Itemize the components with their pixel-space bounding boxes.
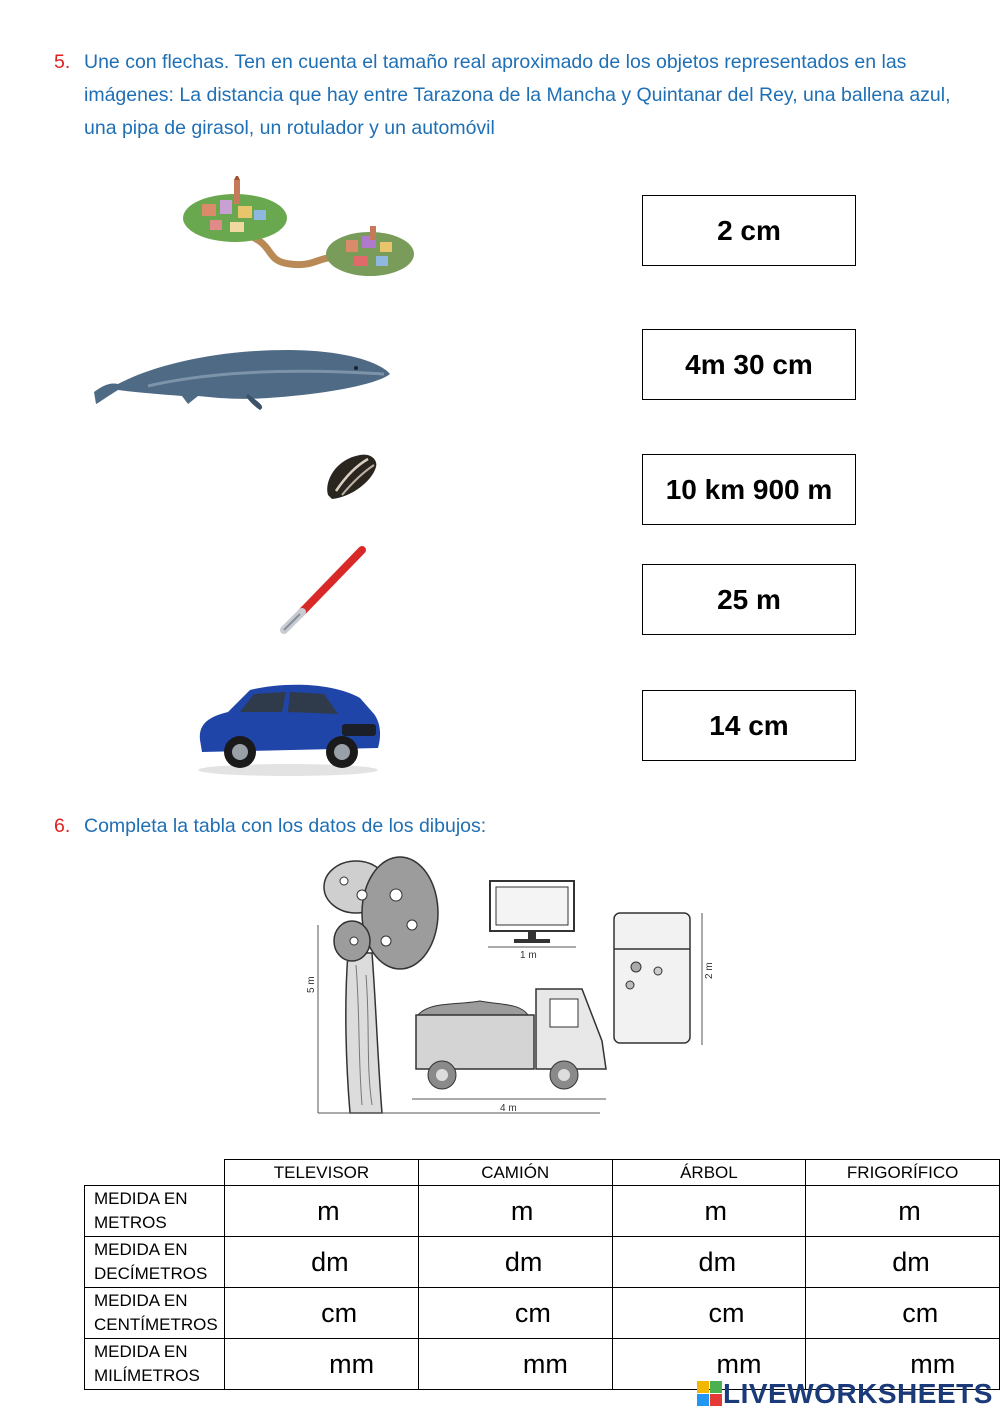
unit-label: cm (708, 1297, 745, 1328)
tree-height-label: 5 m (306, 976, 317, 993)
unit-label: m (510, 1195, 534, 1226)
unit-label: dm (698, 1246, 737, 1277)
row-label-line2: METROS (94, 1213, 167, 1232)
tv-drawing (490, 881, 574, 943)
table-row (85, 1288, 1000, 1339)
row-label-decimetros (85, 1237, 225, 1288)
answer-box-3[interactable] (642, 454, 856, 525)
exercise-5-number: 5. (54, 51, 71, 73)
unit-label: mm (716, 1348, 762, 1379)
table-row (85, 1237, 1000, 1288)
header-frigorifico: FRIGORÍFICO (806, 1160, 1000, 1186)
liveworksheets-logo (697, 1378, 993, 1410)
header-televisor: TELEVISOR (225, 1160, 419, 1186)
blue-whale-image (88, 342, 398, 414)
cell-arbol-m[interactable] (612, 1186, 806, 1237)
measurement-table (84, 1159, 1000, 1390)
table-row (85, 1186, 1000, 1237)
row-label-line2: DECÍMETROS (94, 1264, 208, 1283)
row-label-line1: MEDIDA EN (94, 1291, 188, 1310)
table-corner (85, 1160, 225, 1186)
marker-image (276, 542, 372, 638)
row-label-line1: MEDIDA EN (94, 1342, 188, 1361)
row-label-line2: MILÍMETROS (94, 1366, 200, 1385)
answer-box-2-label: 4m 30 cm (685, 348, 813, 380)
unit-label: cm (321, 1297, 358, 1328)
unit-label: m (317, 1195, 340, 1226)
unit-label: cm (514, 1297, 551, 1328)
row-label-line2: CENTÍMETROS (94, 1315, 218, 1334)
answer-box-4-label: 25 m (717, 583, 781, 615)
exercise-6-number: 6. (54, 815, 71, 837)
answer-box-3-label: 10 km 900 m (665, 473, 833, 505)
liveworksheets-logo-text: LIVEWORKSHEETS (723, 1378, 993, 1409)
answer-box-1-label: 2 cm (717, 214, 781, 246)
tv-width-label: 1 m (520, 950, 537, 961)
answer-box-5[interactable] (642, 690, 856, 761)
truck-length-label: 4 m (500, 1103, 517, 1114)
exercise-6-text: Completa la tabla con los datos de los dibujos: (84, 815, 487, 837)
exercise-5-instruction (54, 46, 954, 145)
row-label-metros (85, 1186, 225, 1237)
answer-box-1[interactable] (642, 195, 856, 266)
fridge-height-label: 2 m (704, 962, 715, 979)
cell-televisor-mm[interactable] (225, 1339, 419, 1390)
truck-drawing (416, 989, 606, 1089)
sunflower-seed-image (322, 451, 380, 503)
car-image (192, 678, 384, 778)
cell-frigorifico-cm[interactable] (806, 1288, 1000, 1339)
cell-televisor-cm[interactable] (225, 1288, 419, 1339)
cell-arbol-cm[interactable] (612, 1288, 806, 1339)
cell-frigorifico-dm[interactable] (806, 1237, 1000, 1288)
liveworksheets-logo-icon (697, 1381, 723, 1407)
row-label-line1: MEDIDA EN (94, 1240, 188, 1259)
unit-label: m (898, 1195, 921, 1226)
unit-label: dm (892, 1246, 930, 1277)
cell-camion-mm[interactable] (418, 1339, 612, 1390)
cell-camion-m[interactable] (418, 1186, 612, 1237)
row-label-milimetros (85, 1339, 225, 1390)
tree-drawing (324, 857, 438, 1113)
unit-label: m (704, 1195, 728, 1226)
fridge-drawing (614, 913, 690, 1043)
answer-box-5-label: 14 cm (709, 709, 789, 741)
cell-frigorifico-m[interactable] (806, 1186, 1000, 1237)
unit-label: mm (329, 1348, 375, 1379)
cell-camion-cm[interactable] (418, 1288, 612, 1339)
header-camion: CAMIÓN (418, 1160, 612, 1186)
row-label-centimetros (85, 1288, 225, 1339)
villages-image (180, 176, 416, 282)
unit-label: mm (910, 1348, 956, 1379)
unit-label: cm (902, 1297, 939, 1328)
unit-label: mm (522, 1348, 568, 1379)
row-label-line1: MEDIDA EN (94, 1189, 188, 1208)
unit-label: dm (504, 1246, 543, 1277)
cell-arbol-dm[interactable] (612, 1237, 806, 1288)
cell-televisor-dm[interactable] (225, 1237, 419, 1288)
exercise-5-text: Une con flechas. Ten en cuenta el tamaño real aproximado de los objetos representados en las imágenes: La distancia que hay entre Tarazona de la Mancha y Quintanar del Rey, una ballena azul, una pipa de girasol, un rotulador y un automóvil (84, 51, 951, 139)
exercise-6-instruction (54, 810, 954, 843)
answer-box-2[interactable] (642, 329, 856, 400)
answer-box-4[interactable] (642, 564, 856, 635)
cell-televisor-m[interactable] (225, 1186, 419, 1237)
measurement-figure (300, 855, 720, 1120)
cell-camion-dm[interactable] (418, 1237, 612, 1288)
table-header-row (85, 1160, 1000, 1186)
header-arbol: ÁRBOL (612, 1160, 806, 1186)
unit-label: dm (311, 1246, 349, 1277)
